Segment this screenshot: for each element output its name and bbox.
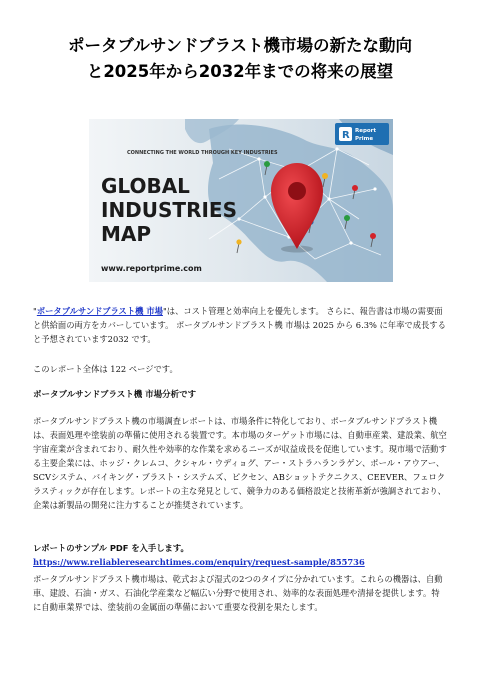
analysis-heading: ポータブルサンドブラスト機 市場分析です bbox=[33, 390, 197, 400]
hero-headline-1: GLOBAL bbox=[101, 174, 190, 198]
intro-paragraph bbox=[33, 304, 447, 346]
quote-open: " bbox=[33, 306, 37, 316]
analysis-paragraph: ポータブルサンドブラスト機の市場調査レポートは、市場条件に特化しており、ポータブルサンドブラスト機は、表面処理や塗装前の準備に使用される装置です。本市場のターゲット市場には、自動車産業、建設業、航空宇宙産業が含まれており、耐久性や効率的な作業を求めるニーズが収益成長を促進しています。現市場で活動する主要企業には、ホッジ・クレムコ、クシャル・ウディョグ、アー・ストラハランラゲン、ポール・アウアー、SCVシステム、バイキング・ブラスト・システムズ、ピクセン、ABショットテクニクス、CEEVER、フェロクラスティックが存在します。レポートの主な発見として、競争力のある価格設定と技術革新が強調されており、企業は新製品の開発に注力することが推奨されています。 bbox=[33, 416, 447, 510]
sample-label: レポートのサンプル PDF を入手します。 bbox=[33, 543, 189, 553]
pages-note: このレポート全体は 122 ページです。 bbox=[33, 364, 178, 374]
sample-paragraph bbox=[33, 541, 447, 569]
market-link[interactable]: ポータブルサンドブラスト機 市場 bbox=[36, 306, 163, 316]
hero-headline-3: MAP bbox=[101, 222, 152, 246]
sample-request-link[interactable]: https://www.reliableresearchtimes.com/enquiry/request-sample/855736 bbox=[33, 557, 365, 567]
hero-headline-2: INDUSTRIES bbox=[101, 198, 237, 222]
hero-tagline: CONNECTING THE WORLD THROUGH KEY INDUSTRIES bbox=[127, 150, 278, 156]
hero-image bbox=[89, 119, 393, 282]
types-paragraph: ポータブルサンドブラスト機市場は、乾式および湿式の2つのタイプに分かれています。これらの機器は、自動車、建設、石油・ガス、石油化学産業など幅広い分野で使用され、効率的な表面処理や清掃を提供します。特に自動車業界では、塗装前の金属面の準備において重要な役割を果たします。 bbox=[33, 574, 443, 612]
hero-site-url: www.reportprime.com bbox=[101, 264, 202, 273]
intro-text: は、コスト管理と効率向上を優先します。 さらに、報告書は市場の需要面と供給面の両方をカバーしています。 ポータブルサンドブラスト機 市場は 2025 から 6.3% に年率で成長すると予想されています2032 です。 bbox=[33, 306, 446, 344]
logo-text-top: Report bbox=[355, 128, 377, 134]
title-line-1: ポータブルサンドブラスト機市場の新たな動向 bbox=[67, 36, 413, 55]
logo-letter: R bbox=[342, 130, 350, 141]
quote-close: " bbox=[162, 306, 167, 316]
logo-text-bottom: Prime bbox=[355, 136, 374, 142]
title-line-2: と2025年から2032年までの将来の展望 bbox=[86, 62, 394, 81]
document-title bbox=[20, 33, 460, 85]
report-prime-logo bbox=[335, 123, 389, 145]
global-industries-map-graphic bbox=[89, 119, 393, 282]
